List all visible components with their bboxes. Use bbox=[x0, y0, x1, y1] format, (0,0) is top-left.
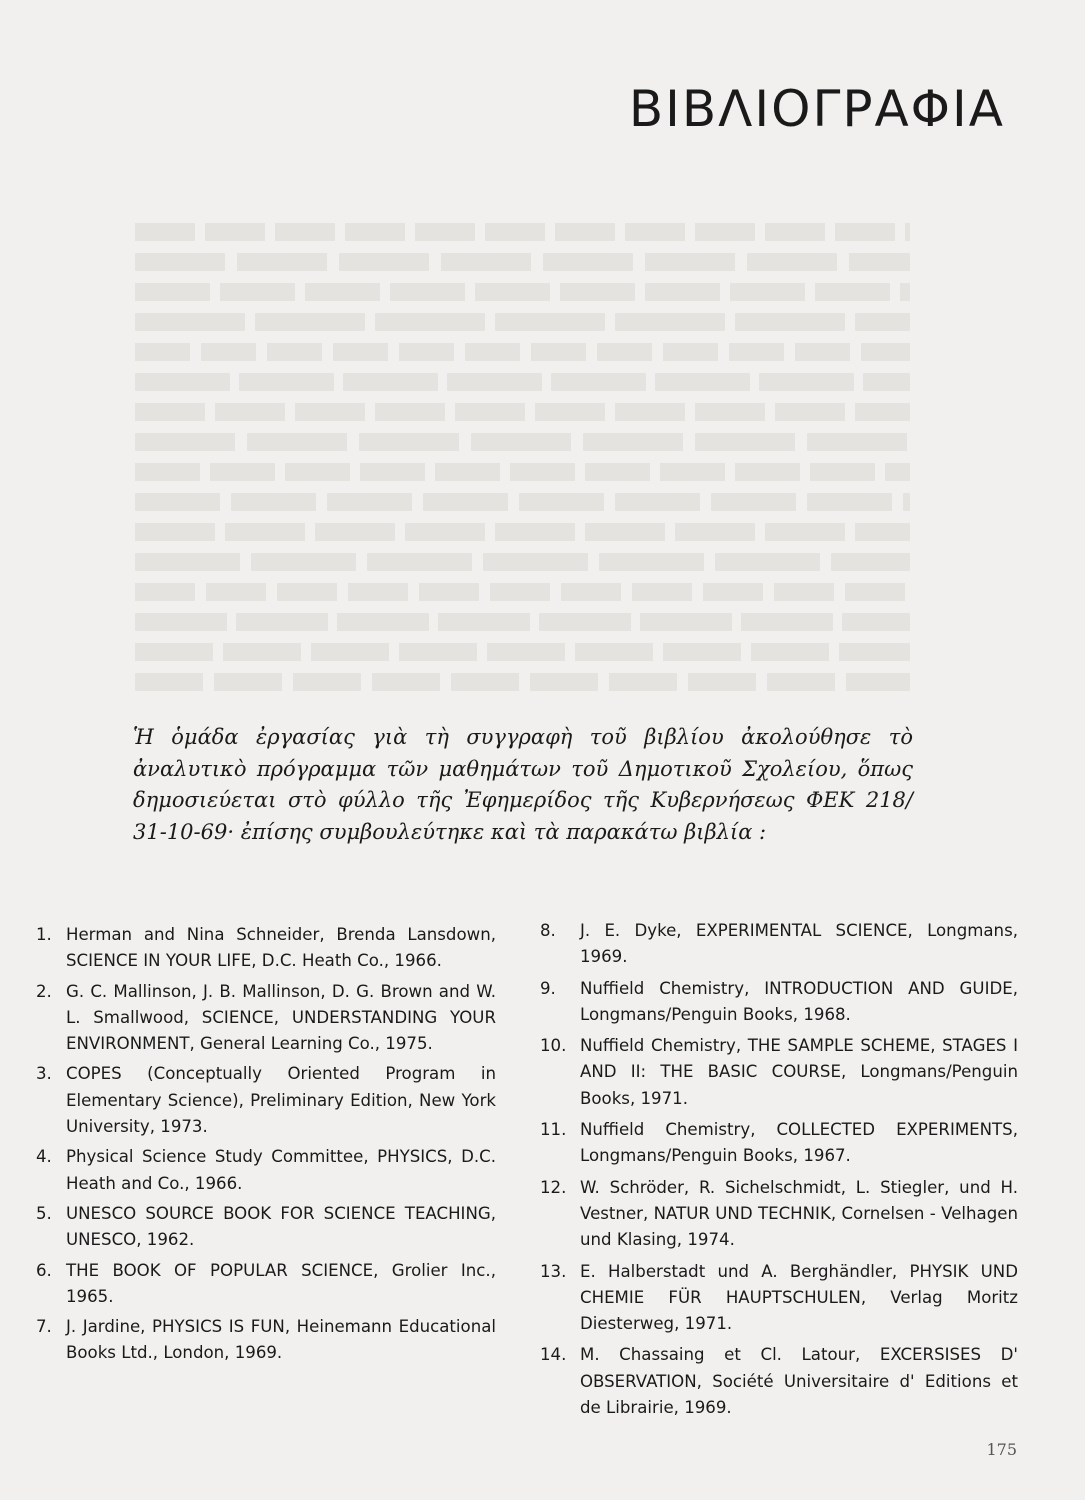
reference-number: 10. bbox=[540, 1036, 567, 1056]
reference-item bbox=[540, 1033, 1018, 1112]
reference-text: E. Halberstadt und A. Berghändler, PHYSIK UND CHEMIE FÜR HAUPTSCHULEN, Verlag Moritz Diesterweg, 1971. bbox=[580, 1261, 1018, 1334]
reference-text: Nuffield Chemistry, INTRODUCTION AND GUIDE, Longmans/Penguin Books, 1968. bbox=[580, 978, 1018, 1024]
reference-text: COPES (Conceptually Oriented Program in Elementary Science), Preliminary Edition, New York University, 1973. bbox=[66, 1064, 496, 1137]
reference-item bbox=[36, 1201, 496, 1254]
reference-item bbox=[36, 1061, 496, 1140]
reference-item bbox=[540, 976, 1018, 1029]
reference-number: 3. bbox=[36, 1064, 52, 1084]
page-title: ΒΙΒΛΙΟΓΡΑΦΙΑ bbox=[628, 80, 1005, 138]
reference-item bbox=[540, 1259, 1018, 1338]
reference-text: M. Chassaing et Cl. Latour, EXCERSISES D' OBSERVATION, Société Universitaire d' Editions et de Librairie, 1969. bbox=[580, 1345, 1018, 1418]
show-through-texture bbox=[135, 215, 910, 775]
reference-number: 13. bbox=[540, 1261, 567, 1281]
reference-text: UNESCO SOURCE BOOK FOR SCIENCE TEACHING, UNESCO, 1962. bbox=[66, 1203, 496, 1250]
reference-number: 9. bbox=[540, 978, 556, 998]
reference-text: Nuffield Chemistry, COLLECTED EXPERIMENTS, Longmans/Penguin Books, 1967. bbox=[580, 1120, 1018, 1166]
reference-item bbox=[36, 1258, 496, 1311]
reference-text: Nuffield Chemistry, THE SAMPLE SCHEME, STAGES I AND II: THE BASIC COURSE, Longmans/Penguin Books, 1971. bbox=[580, 1036, 1018, 1108]
reference-list-right bbox=[540, 918, 1018, 1426]
reference-text: G. C. Mallinson, J. B. Mallinson, D. G. Brown and W. L. Smallwood, SCIENCE, UNDERSTANDING YOUR ENVIRONMENT, General Learning Co., 1975. bbox=[66, 981, 496, 1054]
reference-item bbox=[540, 1175, 1018, 1254]
reference-text: Herman and Nina Schneider, Brenda Lansdown, SCIENCE IN YOUR LIFE, D.C. Heath Co., 1966. bbox=[66, 925, 496, 971]
reference-text: J. Jardine, PHYSICS IS FUN, Heinemann Educational Books Ltd., London, 1969. bbox=[66, 1317, 496, 1363]
page-number: 175 bbox=[986, 1440, 1017, 1459]
reference-number: 11. bbox=[540, 1120, 567, 1140]
intro-paragraph: Ἡ ὁμάδα ἐργασίας γιὰ τὴ συγγραφὴ τοῦ βιβλίου ἀκολούθησε τὸ ἀναλυτικὸ πρόγραμμα τῶν μαθημάτων τοῦ Δημοτικοῦ Σχολείου, ὅπως δημοσιεύεται στὸ φύλλο τῆς Ἐφημερίδος τῆς Κυβερνήσεως ΦΕΚ 218/ 31-10-69· ἐπίσης συμβουλεύτηκε καὶ τὰ παρακάτω βιβλία : bbox=[133, 725, 913, 844]
reference-number: 5. bbox=[36, 1203, 52, 1223]
reference-text: W. Schröder, R. Sichelschmidt, L. Stiegler, und H. Vestner, NATUR UND TECHNIK, Cornelsen - Velhagen und Klasing, 1974. bbox=[580, 1177, 1018, 1250]
reference-item bbox=[540, 1117, 1018, 1170]
reference-number: 1. bbox=[36, 925, 52, 944]
reference-number: 6. bbox=[36, 1260, 52, 1280]
reference-item bbox=[540, 918, 1018, 971]
reference-item bbox=[36, 922, 496, 975]
reference-item bbox=[36, 979, 496, 1058]
reference-text: THE BOOK OF POPULAR SCIENCE, Grolier Inc., 1965. bbox=[66, 1260, 496, 1306]
reference-item bbox=[540, 1342, 1018, 1421]
reference-item bbox=[36, 1314, 496, 1367]
reference-text: J. E. Dyke, EXPERIMENTAL SCIENCE, Longmans, 1969. bbox=[580, 921, 1018, 967]
reference-number: 4. bbox=[36, 1147, 52, 1167]
reference-number: 7. bbox=[36, 1317, 52, 1337]
reference-number: 14. bbox=[540, 1345, 567, 1365]
reference-item bbox=[36, 1144, 496, 1197]
reference-list-left bbox=[36, 922, 496, 1371]
reference-text: Physical Science Study Committee, PHYSICS, D.C. Heath and Co., 1966. bbox=[66, 1147, 496, 1193]
reference-number: 12. bbox=[540, 1177, 567, 1197]
reference-number: 2. bbox=[36, 981, 52, 1001]
reference-number: 8. bbox=[540, 921, 556, 940]
